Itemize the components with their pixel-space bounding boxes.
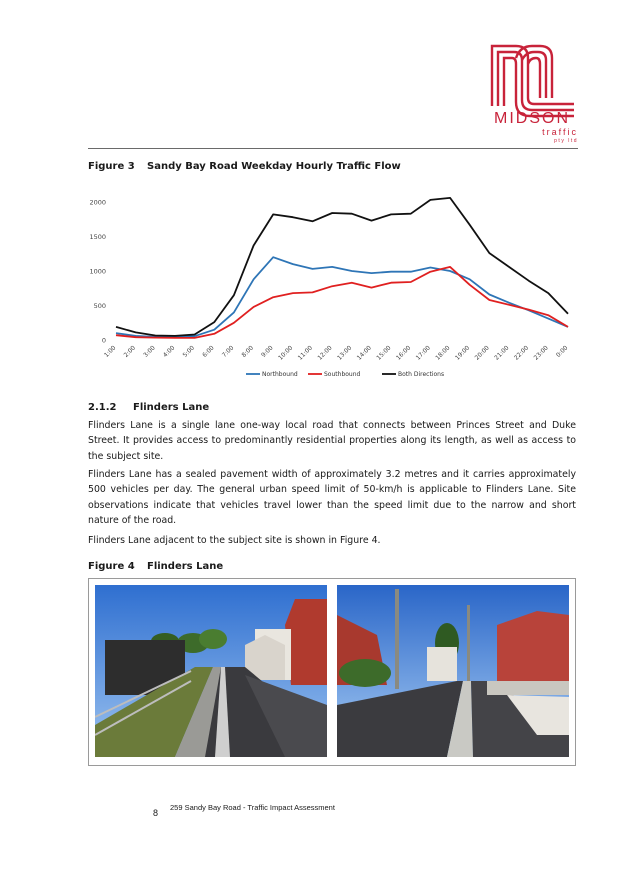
- x-tick-label: 13:00: [336, 344, 354, 362]
- x-tick-label: 9:00: [260, 344, 275, 359]
- figure-3-number: Figure 3: [88, 161, 135, 172]
- logo-subtitle-small: pty ltd: [554, 138, 578, 144]
- x-tick-label: 12:00: [316, 344, 334, 362]
- section-heading: [88, 402, 209, 413]
- x-tick-label: 0:00: [554, 344, 570, 359]
- y-tick-label: 0: [101, 336, 106, 345]
- x-tick-label: 18:00: [434, 344, 452, 362]
- paragraph-2: Flinders Lane has a sealed pavement width of approximately 3.2 metres and it carries approximately 500 vehicles per day. The general urban speed limit of 50-km/h is applicable to Flinders Lane. Site observations indicate that vehicles travel lower than the speed limit due to the narrow and short nature of the road.: [88, 469, 576, 527]
- x-tick-label: 21:00: [493, 344, 511, 362]
- traffic-flow-chart: [86, 188, 582, 388]
- figure-4-photo-frame: [88, 578, 576, 766]
- x-tick-label: 2:00: [122, 344, 138, 359]
- y-tick-label: 1000: [89, 267, 106, 276]
- x-tick-label: 5:00: [181, 344, 197, 359]
- x-tick-label: 16:00: [395, 344, 413, 362]
- x-tick-label: 7:00: [220, 344, 236, 359]
- logo-wordmark: MIDSON: [494, 110, 570, 127]
- section-title: Flinders Lane: [133, 402, 210, 413]
- x-tick-label: 19:00: [453, 344, 472, 362]
- x-tick-label: 4:00: [161, 344, 177, 359]
- x-tick-label: 3:00: [142, 344, 157, 359]
- photo-flinders-lane-right: [337, 585, 569, 757]
- series-line-northbound: [116, 257, 568, 337]
- x-tick-label: 8:00: [240, 344, 255, 359]
- figure-3-caption: [88, 161, 401, 172]
- y-tick-label: 500: [93, 302, 106, 310]
- paragraph-1: Flinders Lane is a single lane one-way local road that connects between Princes Street and Duke Street. It provides access to predominantly residential properties along its length, as well as access to the subject site.: [88, 420, 576, 462]
- paragraph-3: Flinders Lane adjacent to the subject site is shown in Figure 4.: [88, 535, 381, 546]
- photo-flinders-lane-left: [95, 585, 327, 757]
- series-line-southbound: [116, 267, 568, 338]
- x-tick-label: 22:00: [512, 344, 531, 362]
- x-tick-label: 17:00: [414, 344, 432, 362]
- section-number: 2.1.2: [88, 402, 117, 413]
- legend-label: Northbound: [262, 371, 298, 379]
- figure-4-number: Figure 4: [88, 561, 135, 572]
- x-tick-label: 14:00: [355, 344, 373, 362]
- page-number: 8: [153, 808, 159, 818]
- header-divider: [88, 148, 578, 149]
- logo-subtitle: traffic: [542, 127, 578, 137]
- legend-label: Southbound: [324, 371, 361, 379]
- y-tick-label: 2000: [89, 198, 106, 207]
- footer-document-title: 259 Sandy Bay Road - Traffic Impact Assessment: [170, 803, 335, 812]
- x-tick-label: 11:00: [296, 344, 314, 362]
- x-tick-label: 23:00: [532, 344, 550, 362]
- x-tick-label: 1:00: [102, 344, 118, 359]
- x-tick-label: 20:00: [473, 344, 491, 362]
- figure-3-title: Sandy Bay Road Weekday Hourly Traffic Flow: [147, 161, 401, 172]
- figure-4-title: Flinders Lane: [147, 561, 224, 572]
- x-tick-label: 10:00: [277, 344, 295, 362]
- legend-label: Both Directions: [398, 371, 445, 379]
- y-tick-label: 1500: [89, 233, 106, 241]
- x-tick-label: 6:00: [201, 344, 216, 359]
- series-line-both-directions: [116, 198, 568, 336]
- x-tick-label: 15:00: [375, 344, 393, 362]
- figure-4-caption: [88, 561, 223, 572]
